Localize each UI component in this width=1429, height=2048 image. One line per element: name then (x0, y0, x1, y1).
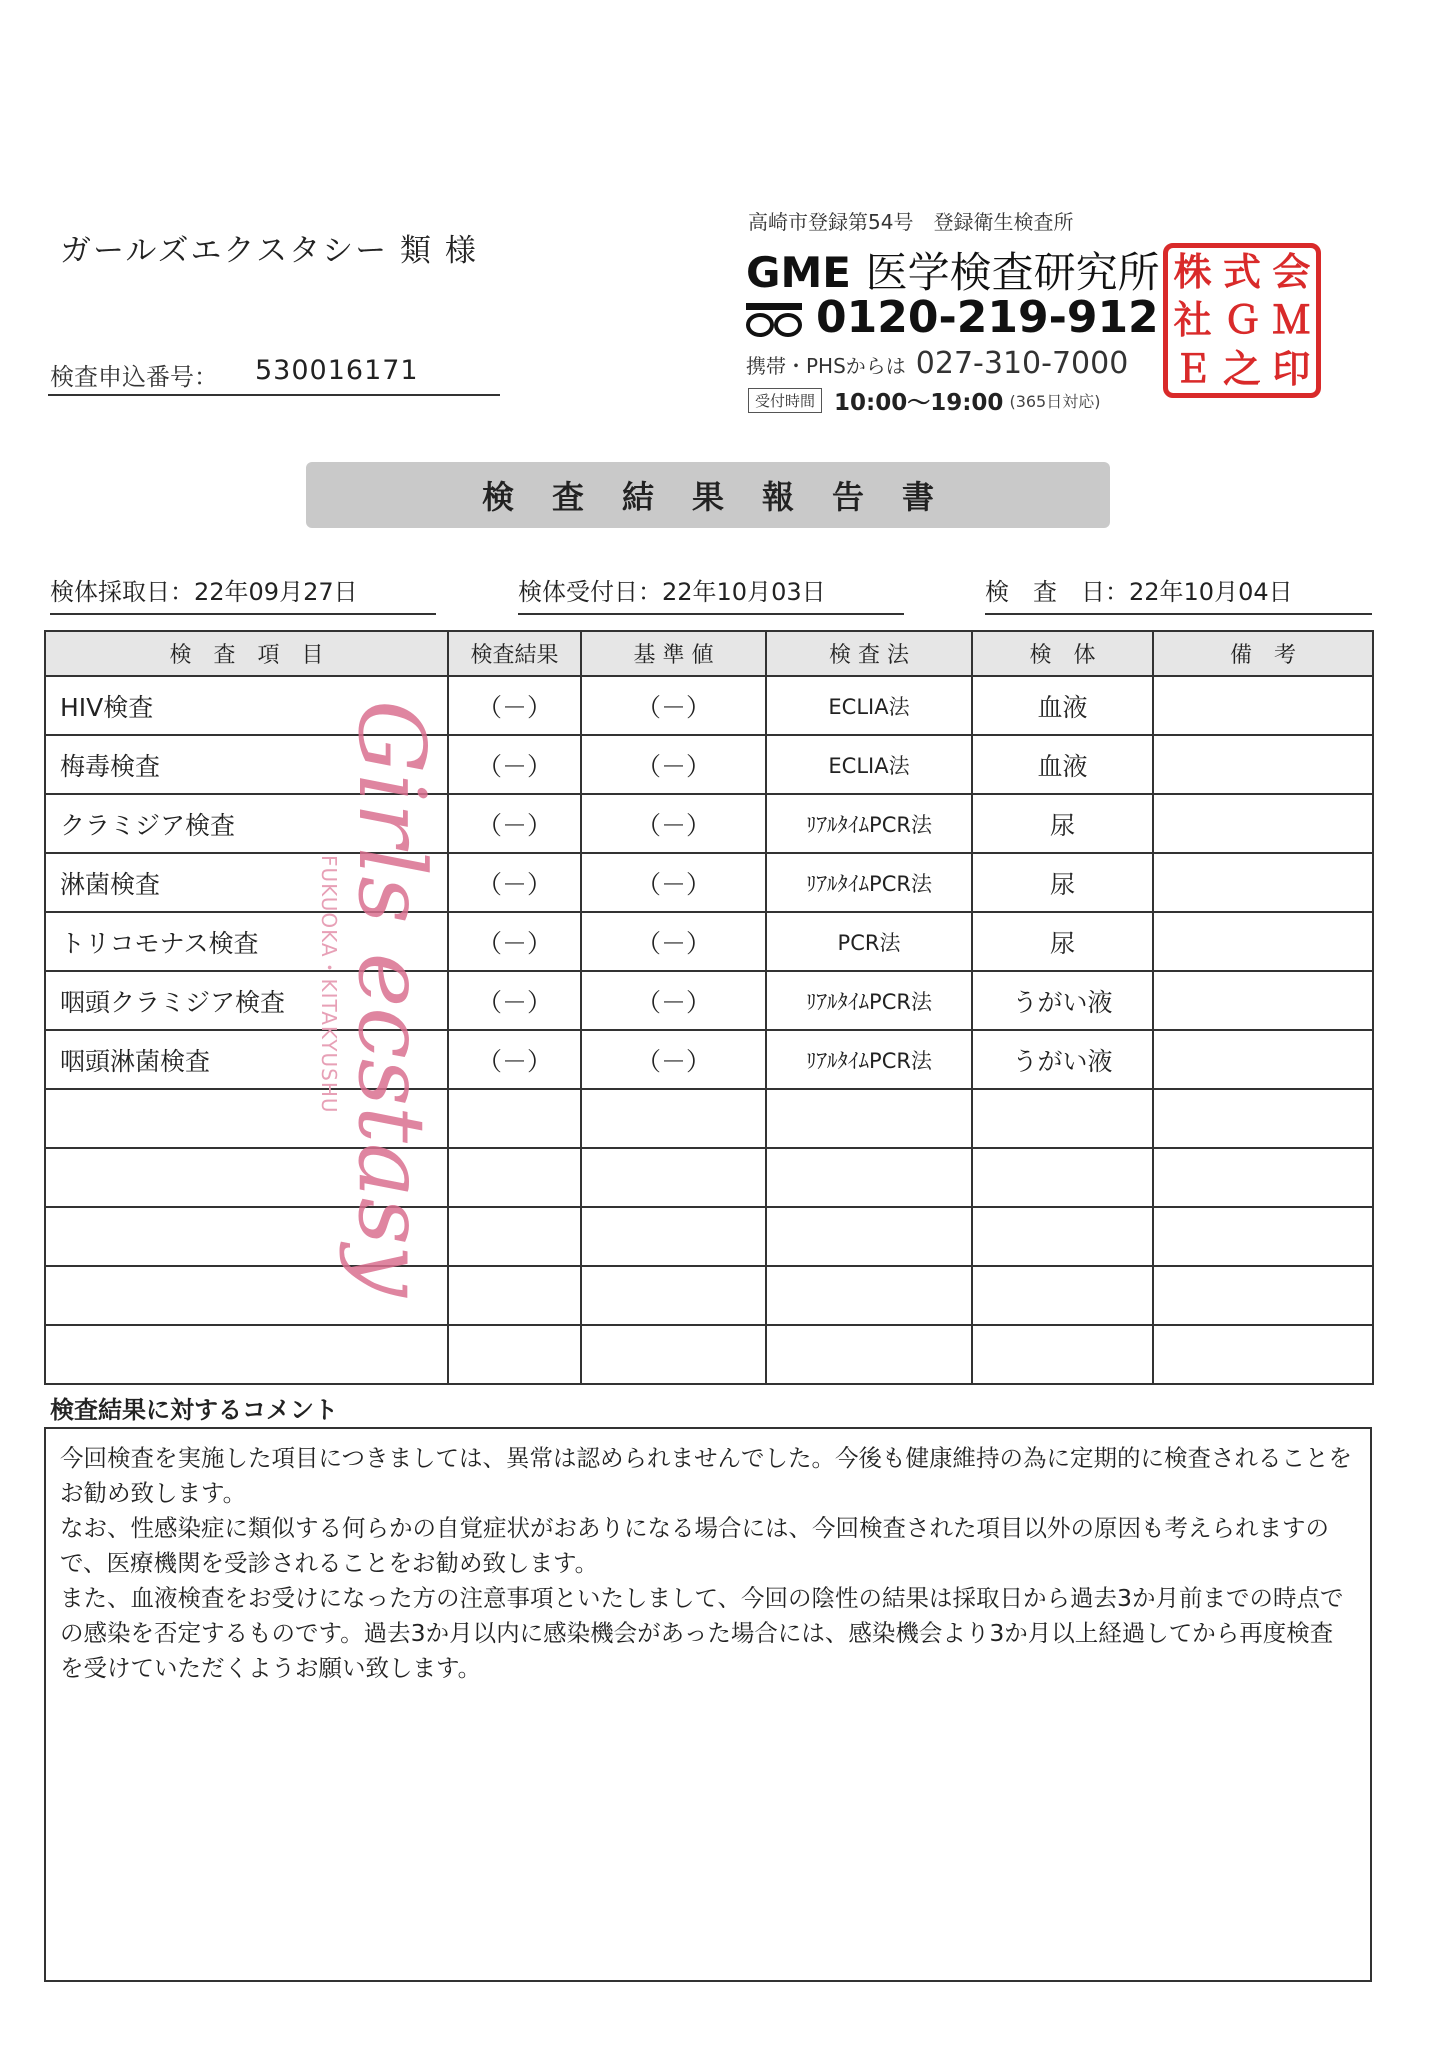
watermark-sub-text: FUKUOKA・KITAKYUSHU (317, 855, 341, 1114)
table-header-row (45, 631, 1373, 676)
row-method: PCR法 (766, 912, 972, 971)
row-method: ﾘｱﾙﾀｲﾑPCR法 (766, 1030, 972, 1089)
freedial-number: 0120-219-912 (816, 292, 1159, 343)
row-remarks (1153, 971, 1373, 1030)
report-title: 検査結果報告書 (481, 478, 972, 516)
row-remarks (1153, 794, 1373, 853)
test-date: 検 査 日：22年10月04日 (985, 572, 1372, 615)
row-method: ECLIA法 (766, 735, 972, 794)
row-remarks (1153, 853, 1373, 912)
comment-paragraph: 今回検査を実施した項目につきましては、異常は認められませんでした。今後も健康維持の為に定期的に検査されることをお勧め致します。 (60, 1444, 1353, 1507)
comment-paragraph: なお、性感染症に類似する何らかの自覚症状がおありになる場合には、今回検査された項目以外の原因も考えられますので、医療機関を受診されることをお勧め致します。 (60, 1514, 1329, 1577)
row-item: 咽頭淋菌検査 (45, 1030, 448, 1089)
row-result: （－） (448, 853, 581, 912)
table-row (45, 676, 1373, 735)
lab-name-prefix: GME (746, 248, 851, 297)
recipient-name: ガールズエクスタシー 類 様 (60, 233, 478, 269)
header-result: 検査結果 (448, 631, 581, 676)
lab-name (746, 240, 1160, 300)
results-table (44, 630, 1374, 1385)
row-reference: （－） (581, 735, 766, 794)
row-item: クラミジア検査 (45, 794, 448, 853)
hours-label: 受付時間 (748, 388, 822, 413)
row-result: （－） (448, 912, 581, 971)
header-specimen: 検 体 (972, 631, 1153, 676)
hours-line (748, 384, 1100, 417)
mobile-label: 携帯・PHSからは (746, 354, 906, 378)
table-row (45, 853, 1373, 912)
row-method: ﾘｱﾙﾀｲﾑPCR法 (766, 794, 972, 853)
row-item: HIV検査 (45, 676, 448, 735)
row-item: 梅毒検査 (45, 735, 448, 794)
empty-row (45, 1266, 1373, 1325)
table-row (45, 794, 1373, 853)
row-result: （－） (448, 735, 581, 794)
row-method: ﾘｱﾙﾀｲﾑPCR法 (766, 971, 972, 1030)
application-underline (48, 394, 500, 396)
freedial-line (746, 292, 1159, 343)
row-method: ECLIA法 (766, 676, 972, 735)
row-remarks (1153, 912, 1373, 971)
application-number: 530016171 (255, 355, 419, 386)
header-method: 検 査 法 (766, 631, 972, 676)
row-specimen: うがい液 (972, 1030, 1153, 1089)
application-number-label: 検査申込番号： (50, 363, 218, 391)
hours-note: (365日対応) (1009, 392, 1101, 411)
row-reference: （－） (581, 1030, 766, 1089)
row-specimen: うがい液 (972, 971, 1153, 1030)
header-reference: 基 準 値 (581, 631, 766, 676)
mobile-line (746, 346, 1128, 381)
header-item: 検 査 項 目 (45, 631, 448, 676)
report-title-bar (306, 462, 1110, 528)
table-row (45, 971, 1373, 1030)
comment-paragraph: また、血液検査をお受けになった方の注意事項といたしまして、今回の陰性の結果は採取日から過去3か月前までの時点での感染を否定するものです。過去3か月以内に感染機会があった場合には、感染機会より3か月以上経過してから再度検査を受けていただくようお願い致します。 (60, 1584, 1344, 1682)
row-result: （－） (448, 971, 581, 1030)
table-row (45, 735, 1373, 794)
empty-row (45, 1325, 1373, 1384)
mobile-number: 027-310-7000 (915, 346, 1129, 381)
row-result: （－） (448, 676, 581, 735)
empty-row (45, 1148, 1373, 1207)
row-remarks (1153, 676, 1373, 735)
collection-date: 検体採取日：22年09月27日 (50, 572, 436, 615)
received-date: 検体受付日：22年10月03日 (518, 572, 904, 615)
freedial-icon (746, 303, 802, 333)
header-remarks: 備 考 (1153, 631, 1373, 676)
row-specimen: 尿 (972, 853, 1153, 912)
row-result: （－） (448, 1030, 581, 1089)
hours-time: 10:00〜19:00 (834, 390, 1004, 416)
row-reference: （－） (581, 912, 766, 971)
row-reference: （－） (581, 853, 766, 912)
row-specimen: 血液 (972, 676, 1153, 735)
row-remarks (1153, 735, 1373, 794)
row-method: ﾘｱﾙﾀｲﾑPCR法 (766, 853, 972, 912)
comment-box (44, 1427, 1372, 1982)
empty-row (45, 1089, 1373, 1148)
lab-name-suffix: 医学検査研究所 (865, 248, 1160, 297)
row-remarks (1153, 1030, 1373, 1089)
row-reference: （－） (581, 794, 766, 853)
row-specimen: 尿 (972, 912, 1153, 971)
table-row (45, 1030, 1373, 1089)
company-seal: 株 式 会 社 Ｇ Ｍ Ｅ 之 印 (1163, 243, 1321, 398)
row-specimen: 尿 (972, 794, 1153, 853)
row-item: 淋菌検査 (45, 853, 448, 912)
row-item: トリコモナス検査 (45, 912, 448, 971)
row-item: 咽頭クラミジア検査 (45, 971, 448, 1030)
row-reference: （－） (581, 676, 766, 735)
comment-label: 検査結果に対するコメント (50, 1396, 338, 1424)
lab-registration: 高崎市登録第54号 登録衛生検査所 (748, 210, 1074, 234)
watermark-script-text: Girls ecstasy (338, 700, 445, 1297)
table-row (45, 912, 1373, 971)
row-specimen: 血液 (972, 735, 1153, 794)
empty-row (45, 1207, 1373, 1266)
row-reference: （－） (581, 971, 766, 1030)
row-result: （－） (448, 794, 581, 853)
